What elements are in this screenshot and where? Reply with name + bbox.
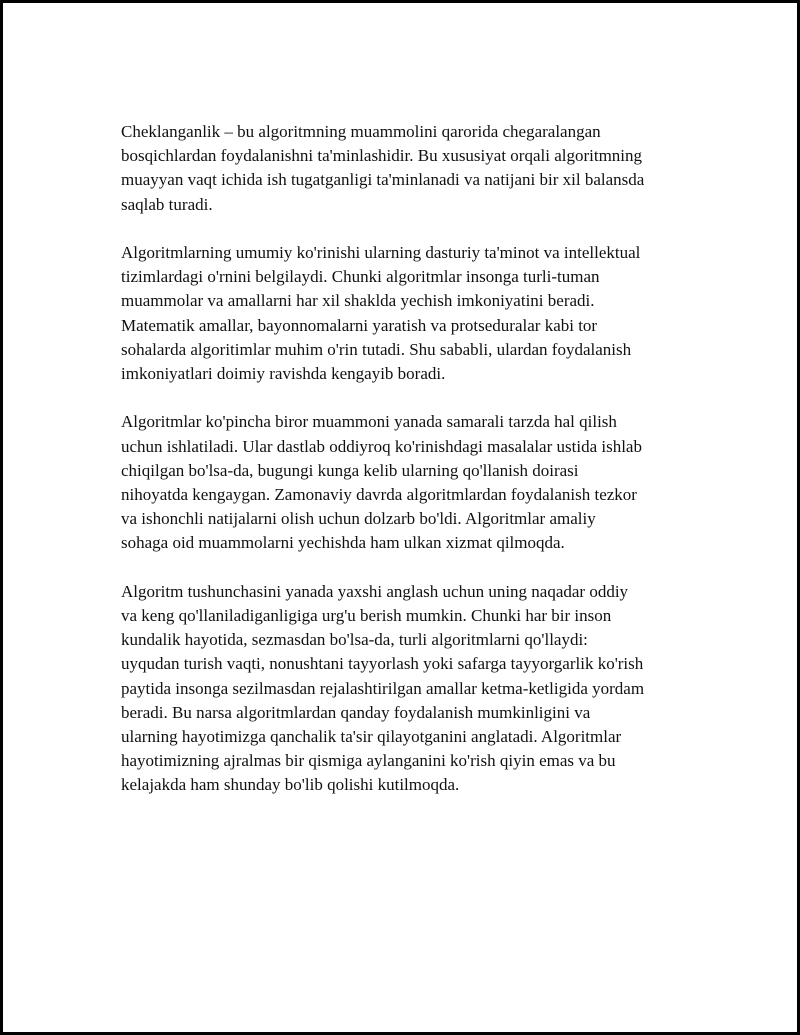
text-line: va keng qo'llaniladiganligiga urg'u berish mumkin. Chunki har bir inson: [121, 606, 612, 626]
text-line: bosqichlardan foydalanishni ta'minlashidir. Bu xususiyat orqali algoritmning: [121, 146, 643, 166]
text-line: Matematik amallar, bayonnomalarni yaratish va protseduralar kabi tor: [121, 315, 598, 335]
text-line: beradi. Bu narsa algoritmlardan qanday foydalanish mumkinligini va: [121, 702, 591, 722]
text-line: muammolar va amallarni har xil shaklda yechish imkoniyatini beradi.: [121, 291, 595, 311]
text-line: kundalik hayotida, sezmasdan bo'lsa-da, turli algoritmlarni qo'llaydi:: [121, 630, 588, 650]
text-line: saqlab turadi.: [121, 194, 213, 214]
document-body: [121, 120, 701, 822]
text-line: Algoritmlar ko'pincha biror muammoni yanada samarali tarzda hal qilish: [121, 412, 617, 432]
text-line: chiqilgan bo'lsa-da, bugungi kunga kelib ularning qo'llanish doirasi: [121, 460, 579, 480]
text-line: Algoritm tushunchasini yanada yaxshi anglash uchun uning naqadar oddiy: [121, 581, 629, 601]
paragraph-2: [121, 241, 701, 386]
text-line: hayotimizning ajralmas bir qismiga aylanganini ko'rish qiyin emas va bu: [121, 751, 616, 771]
text-line: uyqudan turish vaqti, nonushtani tayyorlash yoki safarga tayyorgarlik ko'rish: [121, 654, 644, 674]
text-line: imkoniyatlari doimiy ravishda kengayib boradi.: [121, 364, 446, 384]
text-line: sohalarda algoritimlar muhim o'rin tutadi. Shu sababli, ulardan foydalanish: [121, 339, 632, 359]
text-line: nihoyatda kengaygan. Zamonaviy davrda algoritmlardan foydalanish tezkor: [121, 485, 637, 505]
text-line: muayyan vaqt ichida ish tugatganligi ta'minlanadi va natijani bir xil balansda: [121, 170, 645, 190]
text-line: tizimlardagi o'rnini belgilaydi. Chunki algoritmlar insonga turli-tuman: [121, 267, 600, 287]
text-line: kelajakda ham shunday bo'lib qolishi kutilmoqda.: [121, 775, 460, 795]
text-line: va ishonchli natijalarni olish uchun dolzarb bo'ldi. Algoritmlar amaliy: [121, 509, 596, 529]
text-line: sohaga oid muammolarni yechishda ham ulkan xizmat qilmoqda.: [121, 533, 565, 553]
paragraph-3: [121, 410, 701, 555]
text-line: Algoritmlarning umumiy ko'rinishi ularning dasturiy ta'minot va intellektual: [121, 243, 641, 262]
paragraph-1: [121, 120, 701, 217]
paragraph-4: [121, 580, 701, 798]
text-line: Cheklanganlik – bu algoritmning muammolini qarorida chegaralangan: [121, 122, 601, 141]
text-line: ularning hayotimizga qanchalik ta'sir qilayotganini anglatadi. Algoritmlar: [121, 727, 622, 747]
text-line: paytida insonga sezilmasdan rejalashtirilgan amallar ketma-ketligida yordam: [121, 678, 645, 698]
text-line: uchun ishlatiladi. Ular dastlab oddiyroq ko'rinishdagi masalalar ustida ishlab: [121, 436, 642, 456]
